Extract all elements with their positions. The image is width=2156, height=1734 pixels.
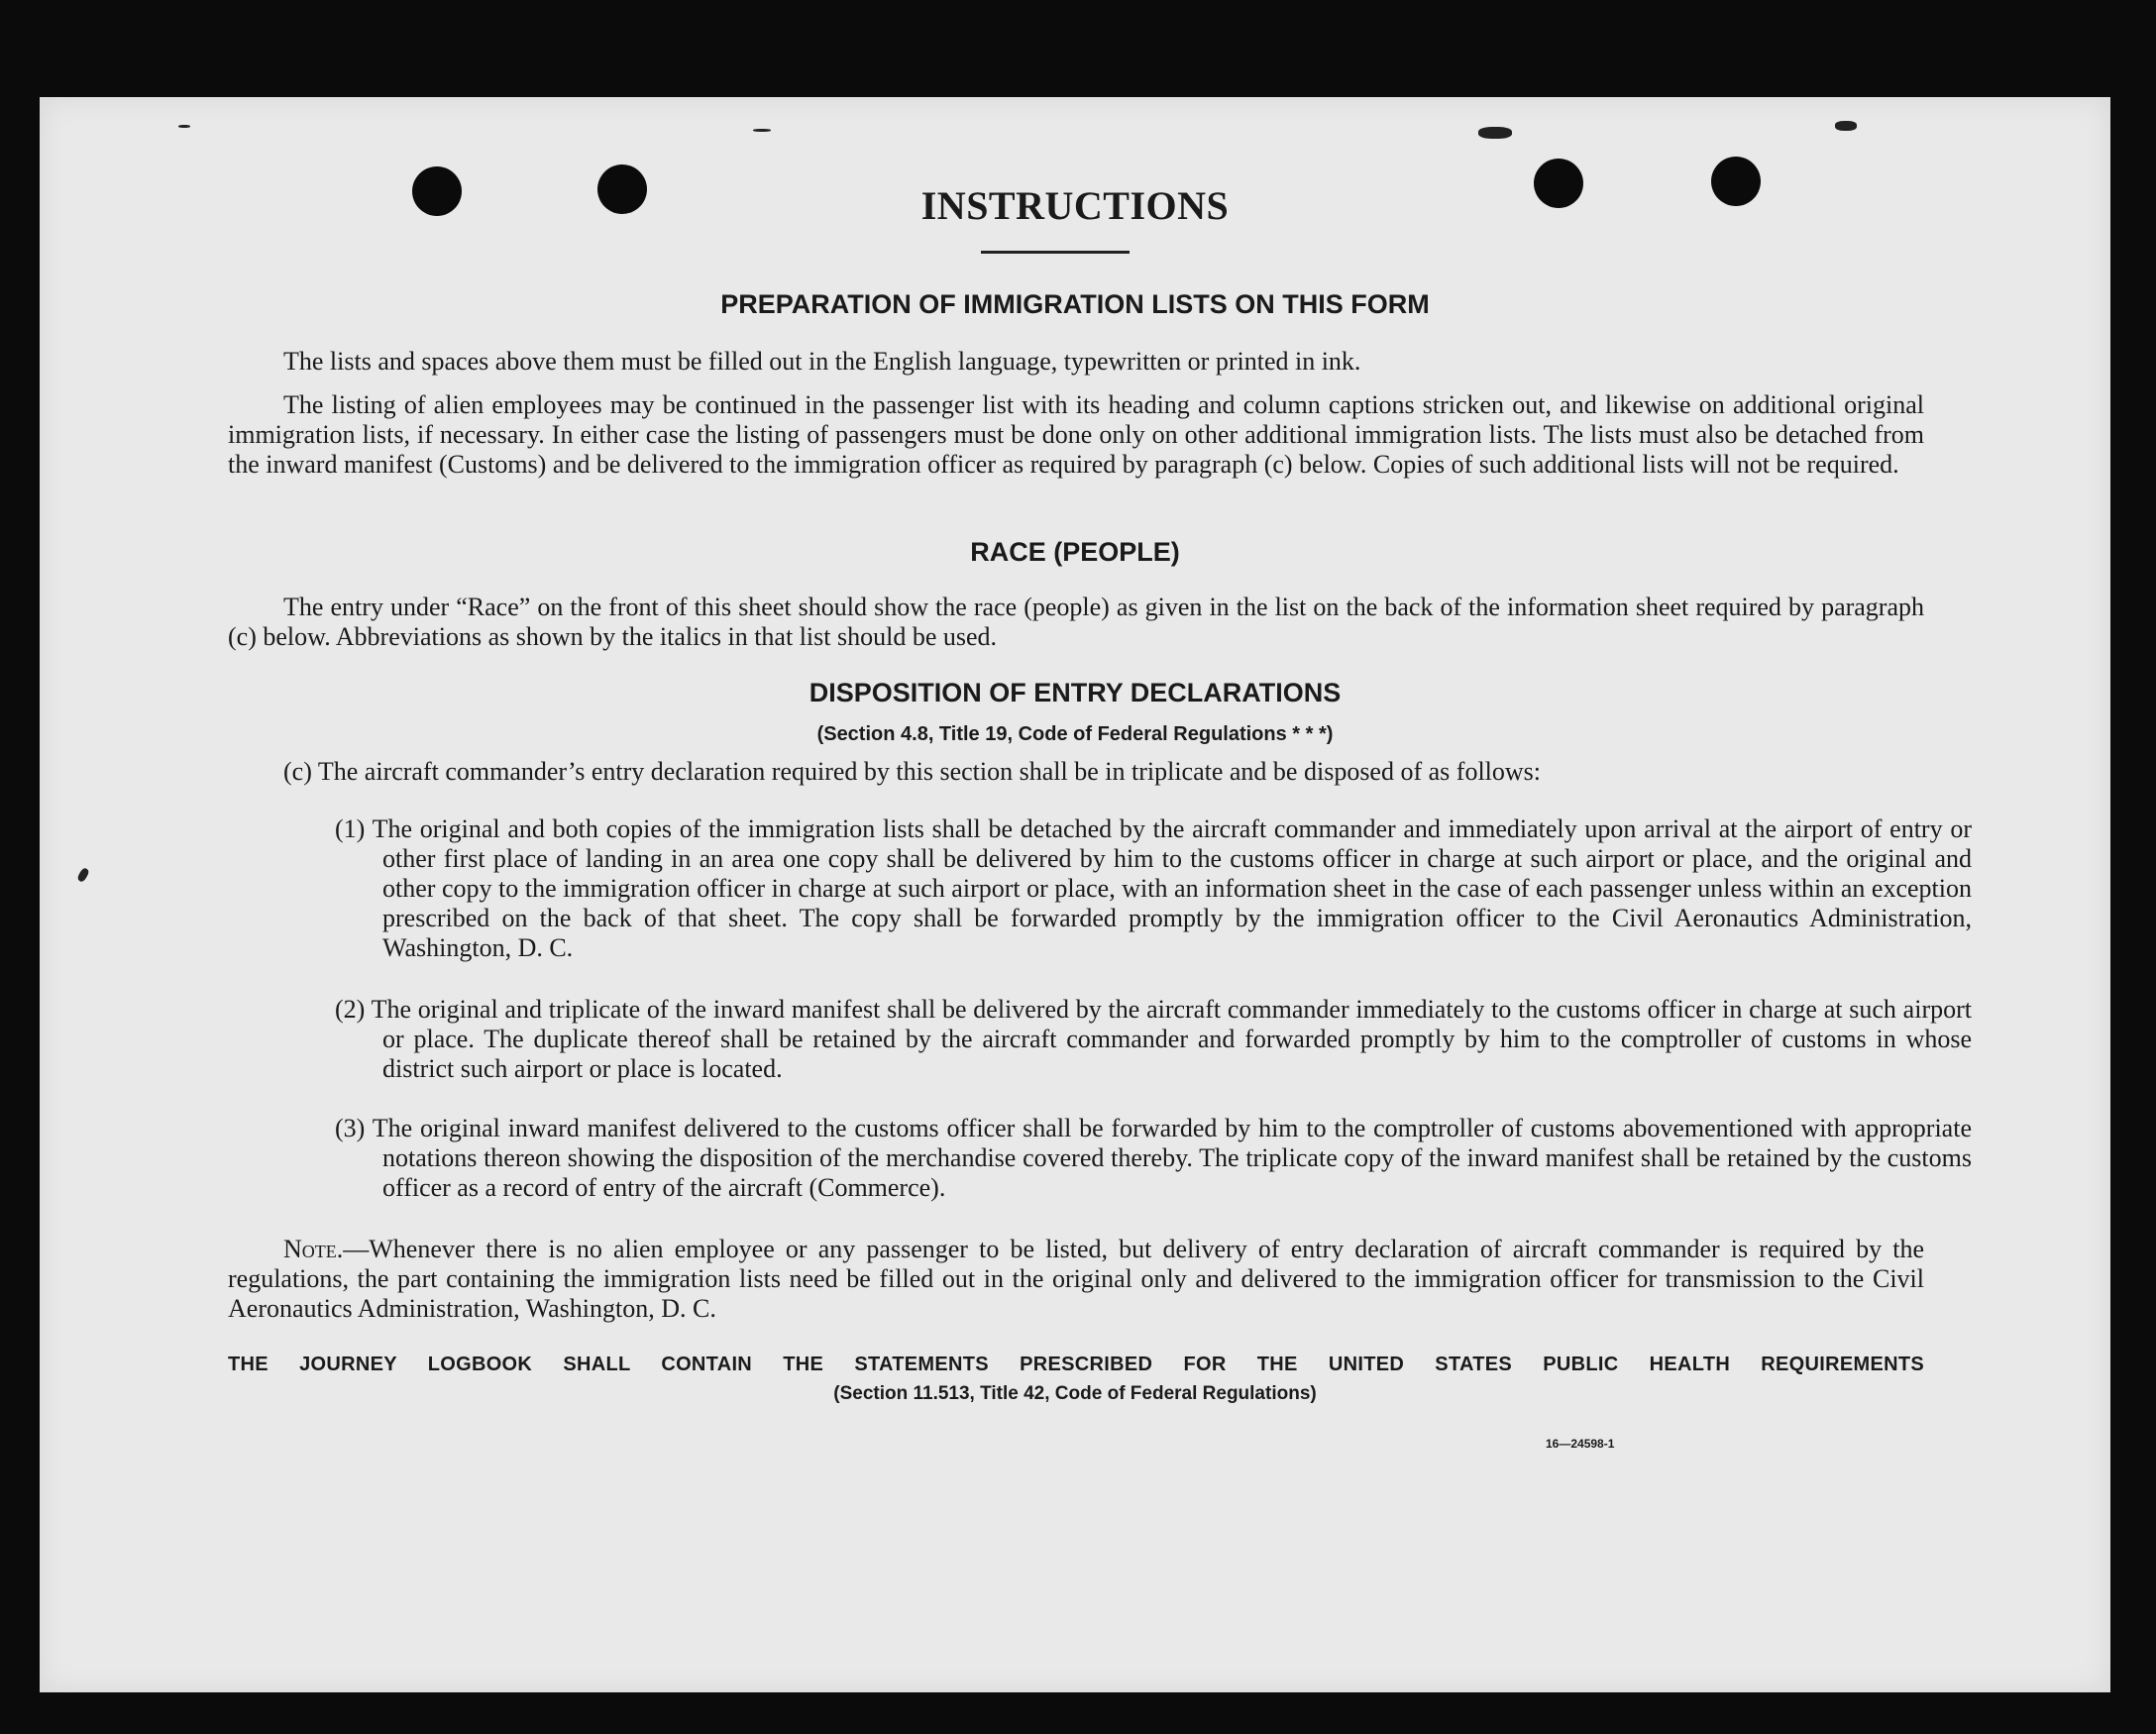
disposition-item-1: (1) The original and both copies of the immigration lists shall be detached by the aircraft commander and immediately upon arrival at the airport of entry or other first place of landing in an area one copy shall be delivered by him to the customs officer in charge at such airport or place, and the original and other copy to the immigration officer in charge at such airport or place, with an information sheet in the case of each passenger unless within an exception prescribed on the back of that sheet. The copy shall be forwarded promptly by the immigration officer to the Civil Aeronautics Administration, Washington, D. C. <box>335 814 1972 962</box>
ink-speck <box>1478 127 1512 139</box>
form-number: 16—24598-1 <box>1546 1437 1615 1451</box>
race-paragraph: The entry under “Race” on the front of this sheet should show the race (people) as given in the list on the back of the information sheet required by paragraph (c) below. Abbreviations as shown by the italics in that list should be used. <box>228 593 1924 651</box>
disposition-item-3: (3) The original inward manifest delivered to the customs officer shall be forwarded by him to the comptroller of customs abovementioned with appropriate notations thereon showing the disposition of the merchandise covered thereby. The triplicate copy of the inward manifest shall be retained by the customs officer as a record of entry of the aircraft (Commerce). <box>335 1114 1972 1202</box>
ink-speck <box>178 125 190 128</box>
ink-speck <box>76 867 90 883</box>
journey-logbook-statement: THE JOURNEY LOGBOOK SHALL CONTAIN THE STATEMENTS PRESCRIBED FOR THE UNITED STATES PUBLIC HEALTH REQUIREMENTS <box>228 1354 1924 1375</box>
document-sheet <box>40 97 2110 1692</box>
note-label: Note. <box>283 1235 344 1263</box>
ink-speck <box>753 129 771 132</box>
heading-disposition: DISPOSITION OF ENTRY DECLARATIONS <box>808 678 1342 707</box>
disposition-citation: (Section 4.8, Title 19, Code of Federal Regulations * * *) <box>816 723 1334 745</box>
disposition-item-2: (2) The original and triplicate of the inward manifest shall be delivered by the aircraft commander immediately to the customs officer in charge at such airport or place. The duplicate thereof shall be retained by the aircraft commander and forwarded promptly by him to the comptroller of customs in whose district such airport or place is located. <box>335 995 1972 1083</box>
preparation-paragraph-1: The lists and spaces above them must be filled out in the English language, typewritten or printed in ink. <box>283 347 1361 376</box>
heading-preparation: PREPARATION OF IMMIGRATION LISTS ON THIS FORM <box>720 289 1430 319</box>
journey-logbook-citation: (Section 11.513, Title 42, Code of Federal Regulations) <box>833 1383 1317 1404</box>
disposition-intro: (c) The aircraft commander’s entry declaration required by this section shall be in triplicate and be disposed of as follows: <box>283 757 1542 786</box>
note-paragraph <box>228 1235 1924 1324</box>
page-title: INSTRUCTIONS <box>920 183 1230 228</box>
title-underline <box>981 251 1130 254</box>
heading-race: RACE (PEOPLE) <box>970 537 1180 567</box>
preparation-paragraph-2: The listing of alien employees may be continued in the passenger list with its heading and column captions stricken out, and likewise on additional original immigration lists, if necessary. In either case the listing of passengers must be done only on other additional immigration lists. The lists must also be detached from the inward manifest (Customs) and be delivered to the immigration officer as required by paragraph (c) below. Copies of such additional lists will not be required. <box>228 390 1924 479</box>
note-text: —Whenever there is no alien employee or any passenger to be listed, but delivery of entry declaration of aircraft commander is required by the regulations, the part containing the immigration lists need be filled out in the original only and delivered to the immigration officer for transmission to the Civil Aeronautics Administration, Washington, D. C. <box>228 1235 1924 1323</box>
ink-speck <box>1835 121 1857 131</box>
